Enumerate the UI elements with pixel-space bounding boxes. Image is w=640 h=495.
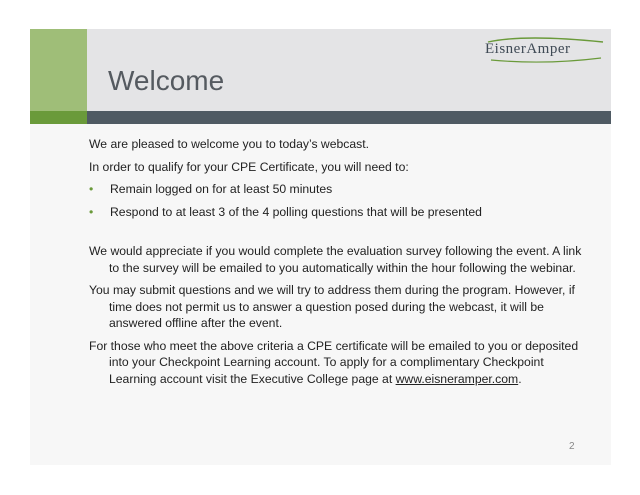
bullet-icon: • bbox=[89, 204, 94, 219]
slide-title: Welcome bbox=[108, 65, 225, 96]
header-dark-strip bbox=[87, 111, 611, 124]
bullet-item bbox=[89, 204, 589, 221]
bullet-icon: • bbox=[89, 182, 94, 196]
certificate-text: For those who meet the above criteria a CPE certificate will be emailed to you or deposited into your Checkpoint Learning account. To apply for a complimentary Checkpoint Learning account visit the Executive College page at bbox=[89, 338, 579, 386]
questions-paragraph: You may submit questions and we will try to address them during the program. However, if time does not permit us to answer a question posed during the webcast, it will be answered offline after the event. bbox=[89, 283, 575, 330]
survey-paragraph: We would appreciate if you would complete the evaluation survey following the event. A link to the survey will be emailed to you automatically within the hour following the webinar. bbox=[89, 244, 582, 275]
logo-text: EisnerAmper bbox=[485, 41, 571, 57]
bullet-item bbox=[89, 181, 589, 198]
bullet-text: Respond to at least 3 of the 4 polling questions that will be presented bbox=[110, 204, 482, 219]
header-green-band bbox=[30, 29, 87, 111]
header-green-strip bbox=[30, 111, 87, 124]
slide-body bbox=[89, 136, 589, 393]
certificate-text-end: . bbox=[518, 371, 522, 386]
certificate-paragraph bbox=[89, 338, 589, 388]
bullet-text: Remain logged on for at least 50 minutes bbox=[110, 182, 333, 196]
intro-line-1: We are pleased to welcome you to today’s webcast. bbox=[89, 137, 370, 151]
page-number: 2 bbox=[569, 441, 575, 452]
intro-line-2: In order to qualify for your CPE Certificate, you will need to: bbox=[89, 159, 409, 174]
eisneramper-logo bbox=[485, 36, 605, 64]
eisneramper-link[interactable]: www.eisneramper.com bbox=[395, 371, 519, 386]
spacer bbox=[89, 226, 589, 243]
slide bbox=[30, 29, 611, 465]
